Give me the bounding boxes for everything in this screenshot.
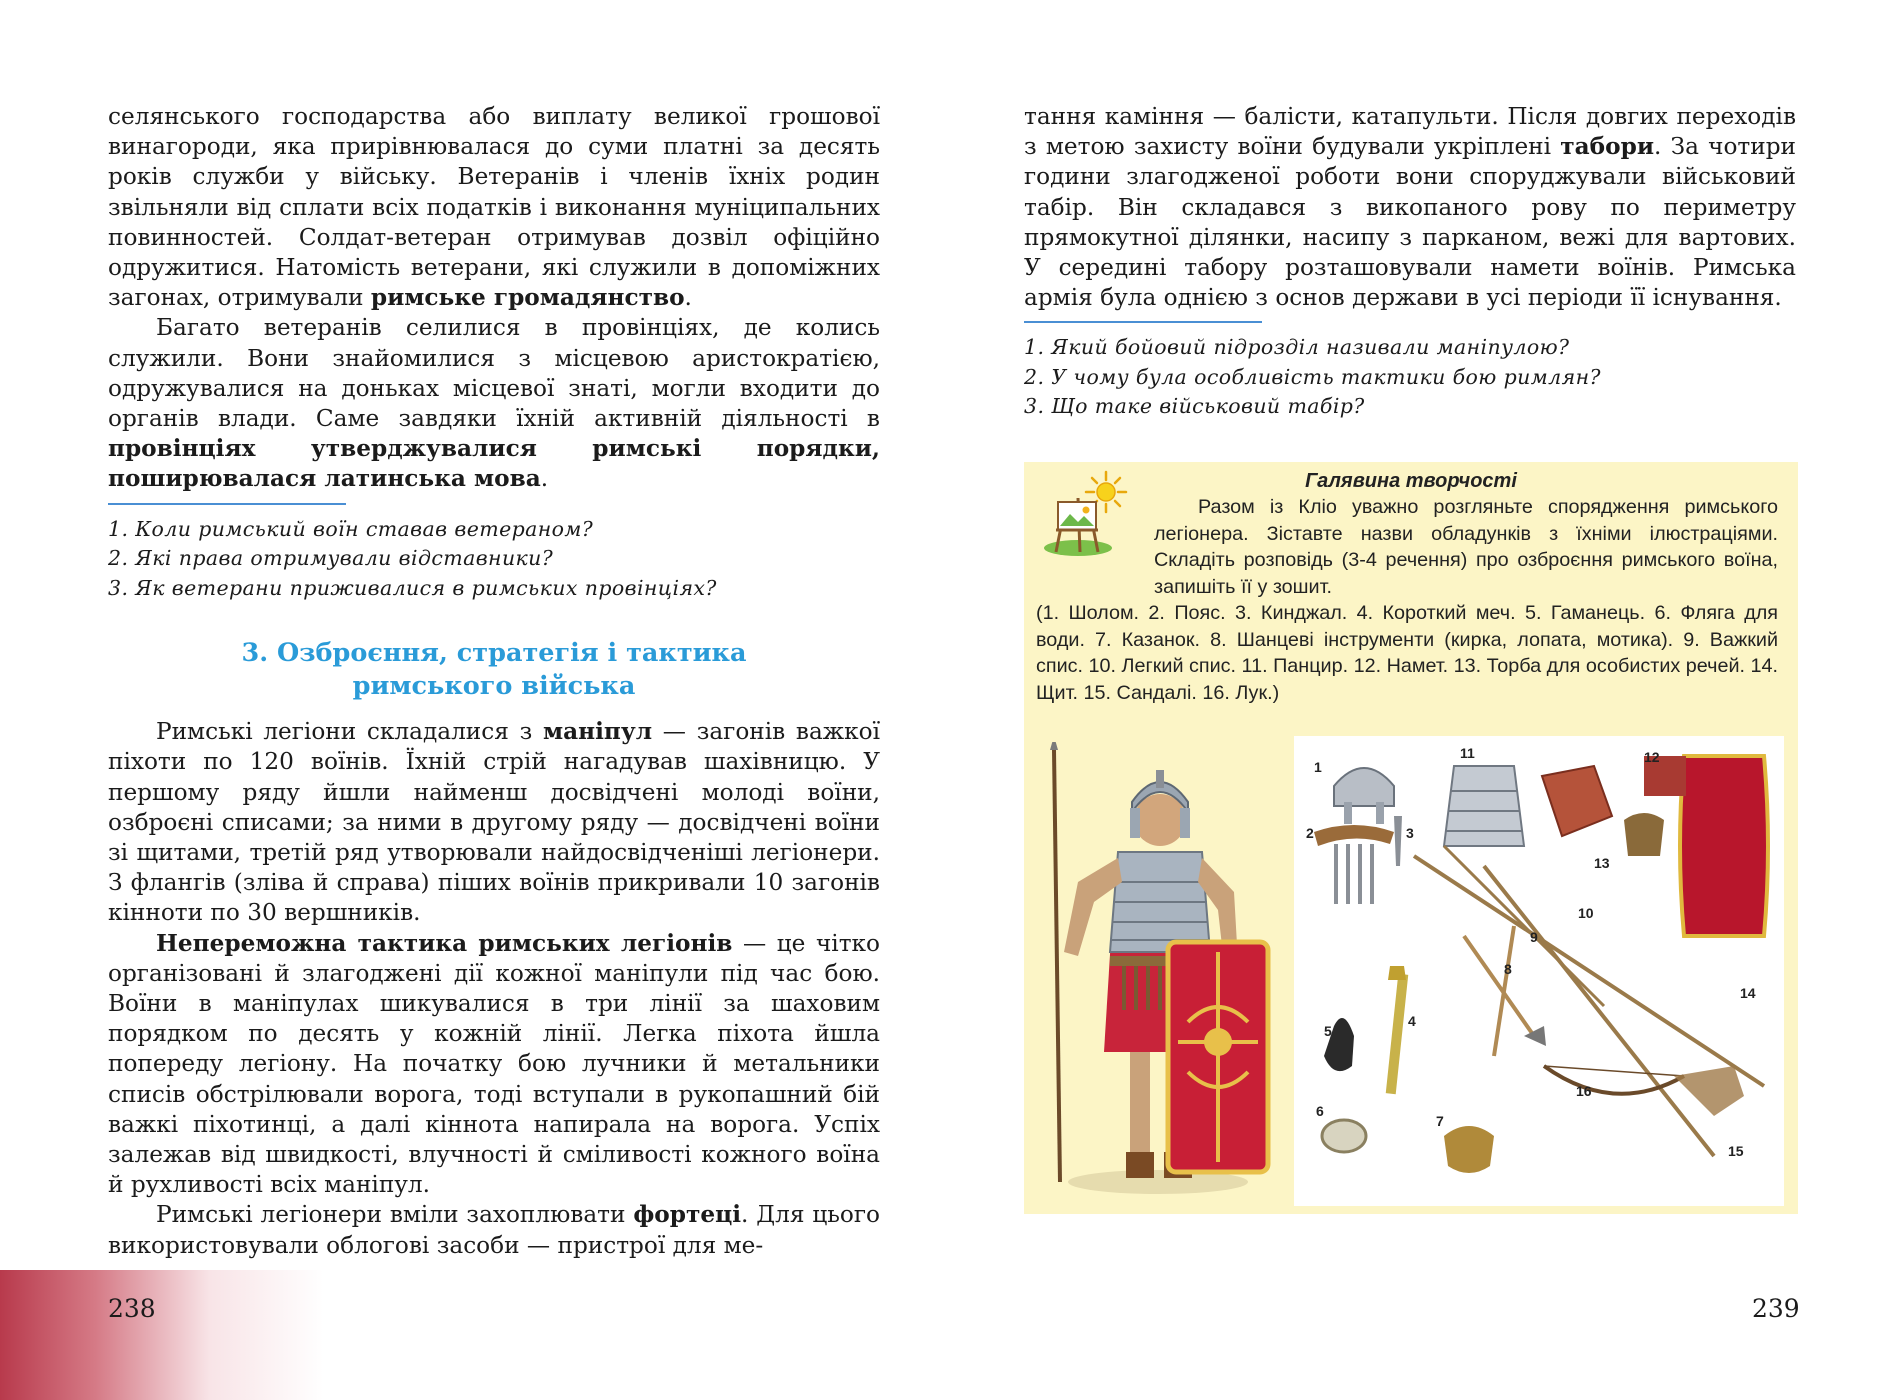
svg-text:8: 8 [1504,961,1512,977]
easel-sun-icon [1038,468,1130,560]
left-text-column [108,102,880,1261]
svg-text:14: 14 [1740,985,1756,1001]
paragraph-tactics [108,929,880,1201]
paragraph-maniples [108,717,880,928]
question-item: 2. Які права отримували відставники? [108,546,554,571]
right-text-column [1024,102,1796,422]
svg-text:4: 4 [1408,1013,1416,1029]
section-heading [108,637,880,703]
paragraph-veterans-rewards [108,102,880,313]
section-heading-line: 3. Озброєння, стратегія і тактика [241,638,747,669]
svg-text:11: 11 [1460,745,1475,761]
text-run: тання каміння — балісти, катапульти. Після довгих переходів з метою захисту воїни будували укріплені [1024,103,1796,161]
creative-instruction [1154,494,1778,600]
svg-text:3: 3 [1406,825,1414,841]
right-page [952,0,1904,1400]
question-item: 3. Як ветерани приживалися в римських провінціях? [108,575,717,600]
page-number: 238 [108,1294,156,1323]
creative-box-title: Галявина творчості [1305,470,1517,492]
text-run: — загонів важкої піхоти по 120 воїнів. Їхній стрій нагадував шахівницю. У першому ряду йшли найменш досвідчені молоді воїни, озброєні списами; за ними в другому ряду — досвідчені воїни зі щитами, третій ряд утворювали найдосвідченіші легіонери. З флангів (зліва й справа) піших воїнів прикривали 10 загонів кінноти по 30 вершників. [108,718,880,927]
text-run: Багато ветеранів селилися в провінціях, де колись служили. Вони знайомилися з місцевою аристократією, одружувалися на доньках місцевої знаті, могли входити до органів влади. Саме завдяки їхній активній діяльності в [108,314,880,433]
bold-term: маніпул [542,718,653,746]
bold-term: Непереможна тактика римських легіонів [156,929,733,957]
bold-term: провінціях утверджувалися римські порядки, поширювалася латинська мова [108,435,880,493]
review-questions [1024,333,1796,422]
text-run: . Для цього використовували облогові засоби — пристрої для ме- [108,1201,880,1259]
paragraph-veterans-provinces [108,313,880,494]
svg-text:6: 6 [1316,1103,1324,1119]
review-questions [108,515,880,604]
text-run: . За чотири години злагодженої роботи вони споруджували військовий табір. Він складався з викопаного рову по периметру прямокутної ділянки, насипу з парканом, вежі для вартових. У середині табору розташовували намети воїнів. Римська армія була однією з основ держави в усі періоди її існування. [1024,133,1796,312]
question-item: 3. Що таке військовий табір? [1024,394,1365,419]
svg-text:13: 13 [1594,855,1610,871]
text-run: Римські легіони складалися з [156,718,543,746]
svg-text:2: 2 [1306,825,1314,841]
questions-divider [108,503,346,505]
creative-task-box [1024,462,1798,1214]
question-item: 1. Який бойовий підрозділ називали маніпулою? [1024,335,1570,360]
page-number: 239 [1752,1294,1800,1323]
bold-term: фортеці [633,1201,742,1229]
question-item: 1. Коли римський воїн ставав ветераном? [108,516,594,541]
svg-text:10: 10 [1578,905,1594,921]
equipment-illustration [1294,736,1784,1206]
text-run: . [540,465,549,493]
bold-term: табори [1560,133,1655,161]
text-run: — це чітко організовані й злагоджені дії кожної маніпули під час бою. Воїни в маніпулах шикувалися в три лінії за шаховим порядком по десять у кожній лінії. Легка піхота йшла попереду легіону. На початку бою лучники й метальники списів обстрілювали ворога, тоді вступали в рукопашний бій важкі піхотинці, а далі кіннота напирала на ворога. Успіх залежав від швидкості, влучності й сміливості кожного воїна й рухливості всіх маніпул. [108,929,880,1199]
svg-text:16: 16 [1576,1083,1592,1099]
svg-text:7: 7 [1436,1113,1444,1129]
svg-text:1: 1 [1314,759,1322,775]
paragraph-fortresses [108,1200,880,1260]
equipment-list: (1. Шолом. 2. Пояс. 3. Кинджал. 4. Короткий меч. 5. Гаманець. 6. Фляга для води. 7. Казанок. 8. Шанцеві інструменти (кирка, лопата, мотика). 9. Важкий спис. 10. Легкий спис. 11. Панцир. 12. Намет. 13. Торба для особистих речей. 14. Щит. 15. Сандалі. 16. Лук.) [1036,602,1778,704]
question-item: 2. У чому була особливість тактики бою римлян? [1024,364,1601,389]
paragraph-camps [1024,102,1796,313]
questions-divider [1024,321,1262,323]
text-run: Римські легіонери вміли захоплювати [156,1201,634,1229]
svg-text:15: 15 [1728,1143,1744,1159]
section-heading-line: римського війська [352,671,636,702]
text-run: селянського господарства або виплату великої грошової винагороди, яка прирівнювалася до суми платні за десять років служби у війську. Ветеранів і членів їхніх родин звільняли від сплати всіх податків і виконання муніципальних повинностей. Солдат-ветеран отримував дозвіл офіційно одружитися. Натомість ветерани, які служили в допоміжних загонах, отримували [108,103,880,312]
footer-band-left [0,1270,952,1400]
svg-text:9: 9 [1530,929,1538,945]
instruction-text: Разом із Кліо уважно розгляньте спорядження римського легіонера. Зіставте назви обладунків з їхніми ілюстраціями. Складіть розповідь (3-4 речення) про озброєння римського воїна, запишіть її у зошит. [1154,496,1778,598]
legionary-illustration [1038,742,1274,1202]
svg-text:5: 5 [1324,1023,1332,1039]
svg-text:12: 12 [1644,749,1660,765]
bold-term: римське громадянство [370,284,685,312]
text-run: . [684,284,692,312]
